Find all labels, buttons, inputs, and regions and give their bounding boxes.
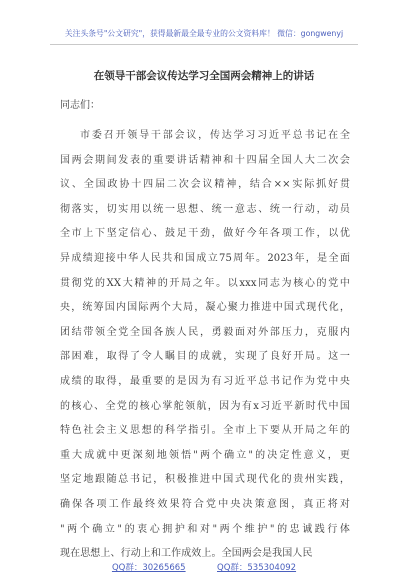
body-line: 国两会期间发表的重要讲话精神和十四届全国人大二次会 <box>60 154 350 166</box>
body-line: 部困难，取得了令人瞩目的成就，实现了良好开局。这一 <box>60 351 350 363</box>
footer <box>0 561 408 573</box>
body-line: 市委召开领导干部会议，传达学习习近平总书记在全 <box>80 130 350 141</box>
header-banner: 关注头条号"公文研究"，获得最新最全最专业的公文资料库！ 微信：gongwenyj <box>64 29 344 38</box>
body-line: 央，统筹国内国际两个大局，凝心聚力推进中国式现代化， <box>60 302 350 314</box>
body-line: 坚定地跟随总书记，积极推进中国式现代化的贵州实践， <box>60 474 350 486</box>
body-line: 异成绩迎接中华人民共和国成立75周年。2023年，是全面 <box>60 252 350 264</box>
body-line: 全市上下坚定信心、鼓足干劲，做好今年各项工作，以优 <box>60 228 350 240</box>
document-body <box>60 124 350 567</box>
salutation: 同志们： <box>60 100 100 111</box>
body-line: 议、全国政协十四届二次会议精神，结合××实际抓好贯 <box>60 179 350 191</box>
body-line: "两个确立"的衷心拥护和对"两个维护"的忠诚践行体 <box>60 523 350 535</box>
body-line: 成绩的取得，最重要的是因为有习近平总书记作为党中央 <box>60 375 350 387</box>
body-line: 特色社会主义思想的科学指引。全市上下要从开局之年的 <box>60 425 350 437</box>
body-line: 确保各项工作最终效果符合党中央决策意图，真正将对 <box>60 498 350 510</box>
document-title: 在领导干部会议传达学习全国两会精神上的讲话 <box>93 70 315 82</box>
footer-qq-group-1[interactable]: QQ群：30265665 <box>111 563 186 573</box>
header-divider <box>50 44 358 45</box>
body-line: 的核心、全党的核心掌舵领航，因为有x习近平新时代中国 <box>60 400 350 412</box>
body-line: 重大成就中更深刻地领悟"两个确立"的决定性意义，更 <box>60 449 350 461</box>
footer-qq-group-2[interactable]: QQ群：535304092 <box>217 563 297 573</box>
body-line: 现在思想上、行动上和工作成效上。全国两会是我国人民 <box>60 548 313 560</box>
body-line: 贯彻党的XX大精神的开局之年。以xxx同志为核心的党中 <box>60 277 350 289</box>
body-line: 彻落实，切实用以统一思想、统一意志、统一行动，动员 <box>60 203 350 215</box>
body-line: 团结带领全党全国各族人民，勇毅面对外部压力，克服内 <box>60 326 350 338</box>
